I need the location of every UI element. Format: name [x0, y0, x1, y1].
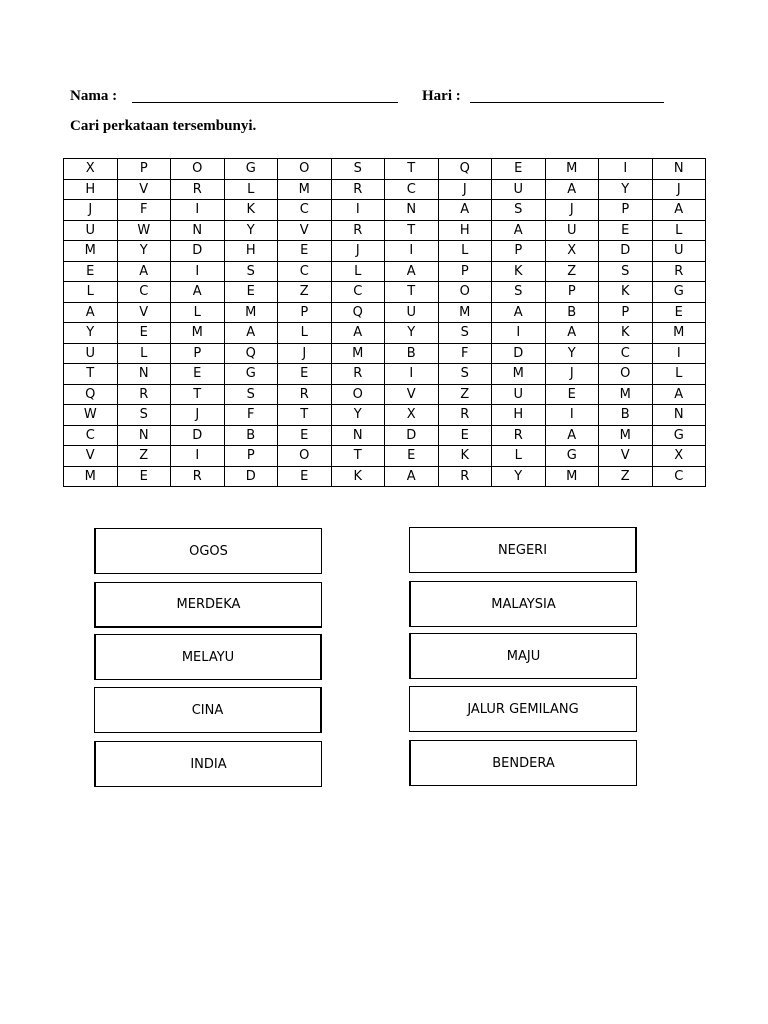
- grid-cell[interactable]: E: [278, 466, 332, 487]
- grid-row: [64, 466, 706, 487]
- grid-cell[interactable]: X: [385, 405, 439, 426]
- grid-cell[interactable]: R: [171, 179, 225, 200]
- grid-cell[interactable]: M: [331, 343, 385, 364]
- grid-cell[interactable]: N: [171, 220, 225, 241]
- grid-cell[interactable]: G: [224, 159, 278, 180]
- grid-cell[interactable]: R: [492, 425, 546, 446]
- instruction-text: Cari perkataan tersembunyi.: [70, 118, 257, 134]
- grid-cell[interactable]: Y: [492, 466, 546, 487]
- grid-cell[interactable]: X: [545, 241, 599, 262]
- grid-cell[interactable]: N: [117, 425, 171, 446]
- grid-cell[interactable]: L: [492, 446, 546, 467]
- grid-cell[interactable]: M: [492, 364, 546, 385]
- grid-cell[interactable]: D: [224, 466, 278, 487]
- grid-cell[interactable]: Y: [599, 179, 653, 200]
- grid-cell[interactable]: A: [545, 323, 599, 344]
- grid-cell[interactable]: D: [599, 241, 653, 262]
- grid-cell[interactable]: A: [171, 282, 225, 303]
- grid-cell[interactable]: A: [64, 302, 118, 323]
- word-box: CINA: [94, 687, 322, 733]
- grid-cell[interactable]: F: [117, 200, 171, 221]
- grid-cell[interactable]: C: [117, 282, 171, 303]
- grid-row: [64, 200, 706, 221]
- grid-row: [64, 384, 706, 405]
- grid-cell[interactable]: N: [331, 425, 385, 446]
- day-label: Hari :: [422, 88, 461, 104]
- grid-cell[interactable]: A: [385, 466, 439, 487]
- grid-cell[interactable]: T: [385, 282, 439, 303]
- grid-cell[interactable]: H: [64, 179, 118, 200]
- grid-cell[interactable]: E: [64, 261, 118, 282]
- grid-cell[interactable]: M: [64, 466, 118, 487]
- grid-cell[interactable]: M: [652, 323, 706, 344]
- grid-cell[interactable]: Q: [438, 159, 492, 180]
- grid-cell[interactable]: H: [438, 220, 492, 241]
- grid-cell[interactable]: U: [492, 179, 546, 200]
- grid-cell[interactable]: A: [224, 323, 278, 344]
- grid-cell[interactable]: S: [438, 364, 492, 385]
- grid-cell[interactable]: D: [385, 425, 439, 446]
- grid-cell[interactable]: Y: [545, 343, 599, 364]
- grid-cell[interactable]: C: [278, 261, 332, 282]
- grid-cell[interactable]: N: [652, 159, 706, 180]
- grid-cell[interactable]: T: [64, 364, 118, 385]
- grid-cell[interactable]: J: [171, 405, 225, 426]
- grid-cell[interactable]: E: [492, 159, 546, 180]
- grid-cell[interactable]: V: [385, 384, 439, 405]
- grid-row: [64, 261, 706, 282]
- grid-cell[interactable]: O: [278, 446, 332, 467]
- grid-cell[interactable]: E: [599, 220, 653, 241]
- grid-cell[interactable]: I: [385, 364, 439, 385]
- grid-cell[interactable]: L: [278, 323, 332, 344]
- grid-cell[interactable]: P: [171, 343, 225, 364]
- grid-cell[interactable]: Y: [117, 241, 171, 262]
- grid-cell[interactable]: N: [652, 405, 706, 426]
- grid-row: [64, 364, 706, 385]
- grid-cell[interactable]: L: [652, 220, 706, 241]
- grid-cell[interactable]: Z: [438, 384, 492, 405]
- grid-cell[interactable]: S: [331, 159, 385, 180]
- word-box: MAJU: [409, 633, 637, 679]
- grid-cell[interactable]: U: [64, 220, 118, 241]
- grid-cell[interactable]: O: [438, 282, 492, 303]
- grid-cell[interactable]: N: [385, 200, 439, 221]
- grid-cell[interactable]: E: [278, 241, 332, 262]
- grid-cell[interactable]: O: [331, 384, 385, 405]
- grid-row: [64, 220, 706, 241]
- grid-cell[interactable]: I: [171, 200, 225, 221]
- grid-cell[interactable]: I: [492, 323, 546, 344]
- grid-cell[interactable]: S: [492, 282, 546, 303]
- grid-cell[interactable]: W: [117, 220, 171, 241]
- grid-cell[interactable]: R: [652, 261, 706, 282]
- grid-cell[interactable]: P: [278, 302, 332, 323]
- grid-cell[interactable]: S: [438, 323, 492, 344]
- grid-cell[interactable]: C: [64, 425, 118, 446]
- grid-cell[interactable]: C: [331, 282, 385, 303]
- grid-cell[interactable]: E: [652, 302, 706, 323]
- grid-cell[interactable]: K: [438, 446, 492, 467]
- day-field-line[interactable]: [470, 102, 664, 103]
- grid-row: [64, 241, 706, 262]
- grid-cell[interactable]: R: [331, 220, 385, 241]
- grid-cell[interactable]: D: [492, 343, 546, 364]
- grid-row: [64, 446, 706, 467]
- grid-cell[interactable]: O: [599, 364, 653, 385]
- grid-cell[interactable]: Q: [224, 343, 278, 364]
- grid-cell[interactable]: E: [278, 364, 332, 385]
- grid-cell[interactable]: I: [599, 159, 653, 180]
- word-box: INDIA: [94, 741, 322, 787]
- grid-cell[interactable]: H: [224, 241, 278, 262]
- grid-cell[interactable]: M: [545, 159, 599, 180]
- grid-cell[interactable]: G: [652, 425, 706, 446]
- grid-cell[interactable]: T: [278, 405, 332, 426]
- grid-cell[interactable]: S: [224, 261, 278, 282]
- grid-row: [64, 343, 706, 364]
- grid-cell[interactable]: J: [331, 241, 385, 262]
- grid-cell[interactable]: U: [492, 384, 546, 405]
- grid-cell[interactable]: J: [438, 179, 492, 200]
- grid-row: [64, 425, 706, 446]
- grid-cell[interactable]: S: [224, 384, 278, 405]
- grid-cell[interactable]: P: [117, 159, 171, 180]
- grid-cell[interactable]: B: [224, 425, 278, 446]
- grid-cell[interactable]: F: [224, 405, 278, 426]
- grid-cell[interactable]: U: [652, 241, 706, 262]
- word-box: MELAYU: [94, 634, 322, 680]
- grid-cell[interactable]: S: [492, 200, 546, 221]
- grid-cell[interactable]: K: [224, 200, 278, 221]
- word-box: MERDEKA: [94, 582, 322, 628]
- grid-cell[interactable]: Y: [385, 323, 439, 344]
- grid-cell[interactable]: T: [171, 384, 225, 405]
- grid-cell[interactable]: U: [385, 302, 439, 323]
- grid-cell[interactable]: E: [278, 425, 332, 446]
- grid-cell[interactable]: T: [385, 220, 439, 241]
- grid-cell[interactable]: L: [331, 261, 385, 282]
- name-label: Nama :: [70, 88, 118, 104]
- grid-cell[interactable]: F: [438, 343, 492, 364]
- grid-cell[interactable]: E: [171, 364, 225, 385]
- grid-cell[interactable]: A: [545, 425, 599, 446]
- grid-cell[interactable]: R: [117, 384, 171, 405]
- grid-cell[interactable]: R: [331, 364, 385, 385]
- grid-cell[interactable]: B: [599, 405, 653, 426]
- grid-cell[interactable]: K: [599, 323, 653, 344]
- grid-row: [64, 302, 706, 323]
- word-box: MALAYSIA: [409, 581, 637, 627]
- grid-cell[interactable]: Z: [117, 446, 171, 467]
- grid-cell[interactable]: A: [652, 384, 706, 405]
- grid-cell[interactable]: M: [599, 384, 653, 405]
- grid-cell[interactable]: I: [331, 200, 385, 221]
- grid-cell[interactable]: G: [224, 364, 278, 385]
- grid-cell[interactable]: J: [64, 200, 118, 221]
- grid-cell[interactable]: S: [117, 405, 171, 426]
- grid-cell[interactable]: B: [385, 343, 439, 364]
- grid-cell[interactable]: Y: [331, 405, 385, 426]
- grid-cell[interactable]: P: [224, 446, 278, 467]
- word-box: OGOS: [94, 528, 322, 574]
- word-box: NEGERI: [409, 527, 637, 573]
- grid-row: [64, 179, 706, 200]
- grid-cell[interactable]: D: [171, 241, 225, 262]
- grid-cell[interactable]: M: [599, 425, 653, 446]
- grid-row: [64, 405, 706, 426]
- grid-cell[interactable]: P: [492, 241, 546, 262]
- grid-cell[interactable]: T: [385, 159, 439, 180]
- grid-cell[interactable]: Q: [331, 302, 385, 323]
- grid-cell[interactable]: M: [438, 302, 492, 323]
- grid-cell[interactable]: R: [278, 384, 332, 405]
- grid-cell[interactable]: A: [117, 261, 171, 282]
- grid-cell[interactable]: V: [599, 446, 653, 467]
- grid-cell[interactable]: H: [492, 405, 546, 426]
- name-field-line[interactable]: [132, 102, 398, 103]
- grid-row: [64, 159, 706, 180]
- grid-cell[interactable]: A: [438, 200, 492, 221]
- grid-cell[interactable]: M: [545, 466, 599, 487]
- grid-cell[interactable]: M: [64, 241, 118, 262]
- grid-cell[interactable]: N: [117, 364, 171, 385]
- grid-cell[interactable]: E: [385, 446, 439, 467]
- grid-cell[interactable]: S: [599, 261, 653, 282]
- grid-cell[interactable]: A: [385, 261, 439, 282]
- grid-cell[interactable]: P: [599, 302, 653, 323]
- grid-cell[interactable]: K: [331, 466, 385, 487]
- grid-cell[interactable]: A: [492, 220, 546, 241]
- grid-cell[interactable]: M: [278, 179, 332, 200]
- grid-cell[interactable]: R: [171, 466, 225, 487]
- grid-cell[interactable]: L: [171, 302, 225, 323]
- word-box: BENDERA: [409, 740, 637, 786]
- grid-cell[interactable]: Y: [64, 323, 118, 344]
- grid-cell[interactable]: B: [545, 302, 599, 323]
- grid-cell[interactable]: E: [117, 323, 171, 344]
- grid-cell[interactable]: C: [652, 466, 706, 487]
- grid-cell[interactable]: I: [545, 405, 599, 426]
- grid-cell[interactable]: G: [545, 446, 599, 467]
- grid-cell[interactable]: V: [117, 179, 171, 200]
- grid-cell[interactable]: C: [385, 179, 439, 200]
- grid-cell[interactable]: Z: [278, 282, 332, 303]
- grid-cell[interactable]: E: [545, 384, 599, 405]
- grid-cell[interactable]: Q: [64, 384, 118, 405]
- grid-cell[interactable]: J: [278, 343, 332, 364]
- grid-cell[interactable]: G: [652, 282, 706, 303]
- grid-cell[interactable]: A: [331, 323, 385, 344]
- grid-cell[interactable]: M: [224, 302, 278, 323]
- grid-cell[interactable]: D: [171, 425, 225, 446]
- grid-cell[interactable]: X: [652, 446, 706, 467]
- grid-cell[interactable]: A: [492, 302, 546, 323]
- grid-cell[interactable]: J: [652, 179, 706, 200]
- grid-cell[interactable]: L: [117, 343, 171, 364]
- grid-cell[interactable]: U: [64, 343, 118, 364]
- grid-cell[interactable]: I: [171, 446, 225, 467]
- grid-cell[interactable]: P: [545, 282, 599, 303]
- grid-cell[interactable]: L: [64, 282, 118, 303]
- grid-cell[interactable]: R: [438, 405, 492, 426]
- grid-cell[interactable]: M: [171, 323, 225, 344]
- grid-cell[interactable]: R: [438, 466, 492, 487]
- grid-cell[interactable]: O: [171, 159, 225, 180]
- grid-cell[interactable]: R: [331, 179, 385, 200]
- grid-cell[interactable]: E: [224, 282, 278, 303]
- word-search-grid: [63, 158, 706, 487]
- grid-cell[interactable]: V: [64, 446, 118, 467]
- grid-cell[interactable]: O: [278, 159, 332, 180]
- grid-cell[interactable]: U: [545, 220, 599, 241]
- grid-cell[interactable]: J: [545, 200, 599, 221]
- grid-cell[interactable]: P: [599, 200, 653, 221]
- grid-cell[interactable]: I: [652, 343, 706, 364]
- grid-cell[interactable]: E: [117, 466, 171, 487]
- grid-cell[interactable]: T: [331, 446, 385, 467]
- grid-cell[interactable]: L: [224, 179, 278, 200]
- grid-cell[interactable]: E: [438, 425, 492, 446]
- grid-row: [64, 323, 706, 344]
- word-box: JALUR GEMILANG: [409, 686, 637, 732]
- grid-cell[interactable]: J: [545, 364, 599, 385]
- grid-cell[interactable]: L: [438, 241, 492, 262]
- grid-cell[interactable]: K: [599, 282, 653, 303]
- grid-cell[interactable]: A: [545, 179, 599, 200]
- grid-cell[interactable]: V: [117, 302, 171, 323]
- grid-cell[interactable]: Y: [224, 220, 278, 241]
- grid-cell[interactable]: V: [278, 220, 332, 241]
- grid-cell[interactable]: L: [652, 364, 706, 385]
- header-row: [70, 88, 670, 110]
- grid-cell[interactable]: I: [385, 241, 439, 262]
- grid-row: [64, 282, 706, 303]
- grid-cell[interactable]: I: [171, 261, 225, 282]
- grid-cell[interactable]: P: [438, 261, 492, 282]
- grid-cell[interactable]: Z: [599, 466, 653, 487]
- grid-cell[interactable]: C: [599, 343, 653, 364]
- grid-cell[interactable]: Z: [545, 261, 599, 282]
- grid-cell[interactable]: A: [652, 200, 706, 221]
- grid-cell[interactable]: C: [278, 200, 332, 221]
- grid-cell[interactable]: W: [64, 405, 118, 426]
- grid-cell[interactable]: K: [492, 261, 546, 282]
- grid-cell[interactable]: X: [64, 159, 118, 180]
